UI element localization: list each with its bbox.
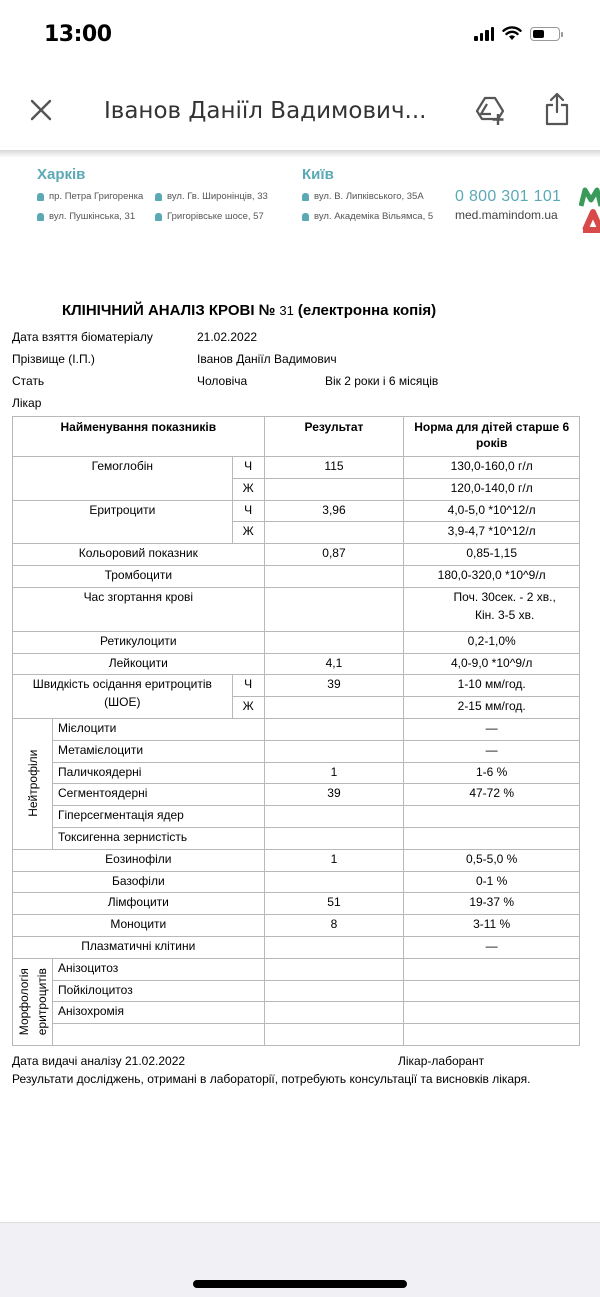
website: med.mamindom.ua	[455, 208, 558, 222]
norm-value	[404, 1024, 580, 1046]
norm-value: —	[404, 718, 580, 740]
result-value	[264, 522, 404, 544]
norm-value	[404, 958, 580, 980]
add-to-drive-icon[interactable]	[474, 94, 506, 126]
result-value: 1	[264, 762, 404, 784]
result-value: 4,1	[264, 653, 404, 675]
sex-m: Ч	[232, 457, 264, 479]
row-name: Анізохромія	[52, 1002, 264, 1024]
signal-icon	[474, 27, 494, 41]
row-name: Токсигенна зернистість	[52, 827, 264, 849]
row-name: Моноцити	[13, 915, 265, 937]
city-kyiv: Київ	[302, 166, 334, 183]
table-row	[13, 565, 580, 587]
header-name: Найменування показників	[13, 417, 265, 457]
norm-value: 0,5-5,0 %	[404, 849, 580, 871]
result-value: 3,96	[264, 500, 404, 522]
close-icon[interactable]	[28, 97, 54, 123]
norm-value: 3,9-4,7 *10^12/л	[404, 522, 580, 544]
address: пр. Петра Григоренка	[37, 191, 143, 202]
result-value	[264, 936, 404, 958]
issue-date: Дата видачі аналізу 21.02.2022	[12, 1054, 186, 1068]
norm-value	[404, 1002, 580, 1024]
table-row	[13, 1024, 580, 1046]
status-bar	[0, 0, 600, 72]
norm-value: 120,0-140,0 г/л	[404, 478, 580, 500]
result-value: 39	[264, 675, 404, 697]
location-pin-icon	[155, 213, 162, 221]
location-pin-icon	[155, 193, 162, 201]
patient-sex: Чоловіча	[197, 374, 248, 388]
table-row	[13, 457, 580, 479]
result-value: 51	[264, 893, 404, 915]
table-row	[13, 806, 580, 828]
location-pin-icon	[37, 213, 44, 221]
name-label: Прізвище (І.П.)	[12, 352, 95, 366]
result-value	[264, 1024, 404, 1046]
table-row	[13, 544, 580, 566]
norm-value	[404, 980, 580, 1002]
norm-value: 19-37 %	[404, 893, 580, 915]
row-name: Час згортання крові	[13, 587, 265, 631]
row-name: Пойкілоцитоз	[52, 980, 264, 1002]
table-row	[13, 718, 580, 740]
location-pin-icon	[302, 193, 309, 201]
result-value	[264, 806, 404, 828]
table-row	[13, 936, 580, 958]
sex-m: Ч	[232, 500, 264, 522]
norm-value: 4,0-5,0 *10^12/л	[404, 500, 580, 522]
city-kharkiv: Харків	[37, 166, 86, 183]
row-name: Гіперсегментація ядер	[52, 806, 264, 828]
table-row	[13, 631, 580, 653]
share-icon[interactable]	[544, 92, 570, 126]
row-name: Паличкоядерні	[52, 762, 264, 784]
norm-value: 130,0-160,0 г/л	[404, 457, 580, 479]
table-row	[13, 740, 580, 762]
table-row	[13, 827, 580, 849]
table-row	[13, 784, 580, 806]
result-value	[264, 740, 404, 762]
table-row	[13, 915, 580, 937]
address: вул. Гв. Широнінців, 33	[155, 191, 268, 202]
row-name: Кольоровий показник	[13, 544, 265, 566]
table-header	[13, 417, 580, 457]
norm-value: 1-6 %	[404, 762, 580, 784]
header-norm: Норма для дітей старше 6 років	[404, 417, 580, 457]
address: вул. Пушкінська, 31	[37, 211, 135, 222]
patient-name: Іванов Даніїл Вадимович	[197, 352, 337, 366]
norm-value	[404, 827, 580, 849]
results-table	[12, 416, 580, 1046]
result-value	[264, 587, 404, 631]
result-value	[264, 871, 404, 893]
norm-value: 0-1 %	[404, 871, 580, 893]
result-value: 39	[264, 784, 404, 806]
result-value: 115	[264, 457, 404, 479]
norm-value: 4,0-9,0 *10^9/л	[404, 653, 580, 675]
result-value	[264, 718, 404, 740]
result-value: 0,87	[264, 544, 404, 566]
bottom-toolbar	[0, 1222, 600, 1297]
norm-value: 0,2-1,0%	[404, 631, 580, 653]
result-value	[264, 980, 404, 1002]
disclaimer: Результати досліджень, отримані в лабораторії, потребують консультації та висновків лікаря.	[12, 1072, 531, 1086]
wifi-icon	[502, 26, 522, 41]
lab-doctor-label: Лікар-лаборант	[398, 1054, 485, 1068]
group-morphology: Морфологія еритроцитів	[13, 958, 53, 1045]
row-name: Ретикулоцити	[13, 631, 265, 653]
table-row	[13, 871, 580, 893]
sample-date: 21.02.2022	[197, 330, 258, 344]
report-title: КЛІНІЧНИЙ АНАЛІЗ КРОВІ № 31 (електронна копія)	[62, 302, 437, 319]
row-name: Тромбоцити	[13, 565, 265, 587]
address: вул. В. Липківського, 35А	[302, 191, 424, 202]
battery-icon	[530, 27, 560, 41]
sex-f: Ж	[232, 522, 264, 544]
result-value	[264, 697, 404, 719]
table-row	[13, 653, 580, 675]
row-name: Еритроцити	[13, 500, 233, 544]
sex-f: Ж	[232, 697, 264, 719]
result-value	[264, 1002, 404, 1024]
row-name: Лейкоцити	[13, 653, 265, 675]
shadow-divider	[0, 150, 600, 158]
battery-level	[533, 30, 544, 38]
row-name: Лімфоцити	[13, 893, 265, 915]
sex-label: Стать	[12, 374, 45, 388]
sample-date-label: Дата взяття біоматеріалу	[12, 330, 153, 344]
document-title: Іванов Даніїл Вадимович...	[104, 98, 427, 124]
norm-value	[404, 806, 580, 828]
sex-m: Ч	[232, 675, 264, 697]
row-name	[52, 1024, 264, 1046]
group-neutrophils: Нейтрофіли	[13, 718, 53, 849]
row-name: Сегментоядерні	[52, 784, 264, 806]
table-row	[13, 893, 580, 915]
table-row	[13, 762, 580, 784]
home-indicator[interactable]	[193, 1280, 407, 1288]
norm-value: 0,85-1,15	[404, 544, 580, 566]
phone-number: 0 800 301 101	[455, 188, 562, 205]
status-time: 13:00	[44, 22, 112, 47]
row-name: Еозинофіли	[13, 849, 265, 871]
table-row	[13, 958, 580, 980]
norm-value: —	[404, 740, 580, 762]
patient-age: Вік 2 роки і 6 місяців	[325, 374, 439, 388]
table-row	[13, 500, 580, 522]
doctor-label: Лікар	[12, 396, 42, 410]
table-row	[13, 849, 580, 871]
pdf-document[interactable]	[0, 150, 600, 1220]
result-value: 1	[264, 849, 404, 871]
norm-value: 2-15 мм/год.	[404, 697, 580, 719]
table-row	[13, 1002, 580, 1024]
row-name: Мієлоцити	[52, 718, 264, 740]
result-value	[264, 478, 404, 500]
address: вул. Академіка Вільямса, 5	[302, 211, 433, 222]
header-result: Результат	[264, 417, 404, 457]
row-name: Базофіли	[13, 871, 265, 893]
report-number: 31	[279, 303, 294, 318]
result-value	[264, 958, 404, 980]
norm-value: Поч. 30сек. - 2 хв., Кін. 3-5 хв.	[404, 587, 580, 631]
table-row	[13, 587, 580, 631]
norm-value: 1-10 мм/год.	[404, 675, 580, 697]
norm-value: 47-72 %	[404, 784, 580, 806]
result-value	[264, 565, 404, 587]
norm-value: 3-11 %	[404, 915, 580, 937]
norm-value: —	[404, 936, 580, 958]
row-name: Швидкість осідання еритроцитів (ШОЕ)	[13, 675, 233, 719]
table-row	[13, 675, 580, 697]
result-value: 8	[264, 915, 404, 937]
location-pin-icon	[302, 213, 309, 221]
norm-value: 180,0-320,0 *10^9/л	[404, 565, 580, 587]
status-icons	[474, 26, 560, 41]
row-name: Метамієлоцити	[52, 740, 264, 762]
row-name: Гемоглобін	[13, 457, 233, 501]
nav-bar	[0, 72, 600, 150]
row-name: Плазматичні клітини	[13, 936, 265, 958]
row-name: Анізоцитоз	[52, 958, 264, 980]
address: Григорівське шосе, 57	[155, 211, 264, 222]
letterhead	[0, 164, 600, 234]
result-value	[264, 827, 404, 849]
brand-logo	[579, 184, 600, 234]
location-pin-icon	[37, 193, 44, 201]
result-value	[264, 631, 404, 653]
table-row	[13, 980, 580, 1002]
sex-f: Ж	[232, 478, 264, 500]
